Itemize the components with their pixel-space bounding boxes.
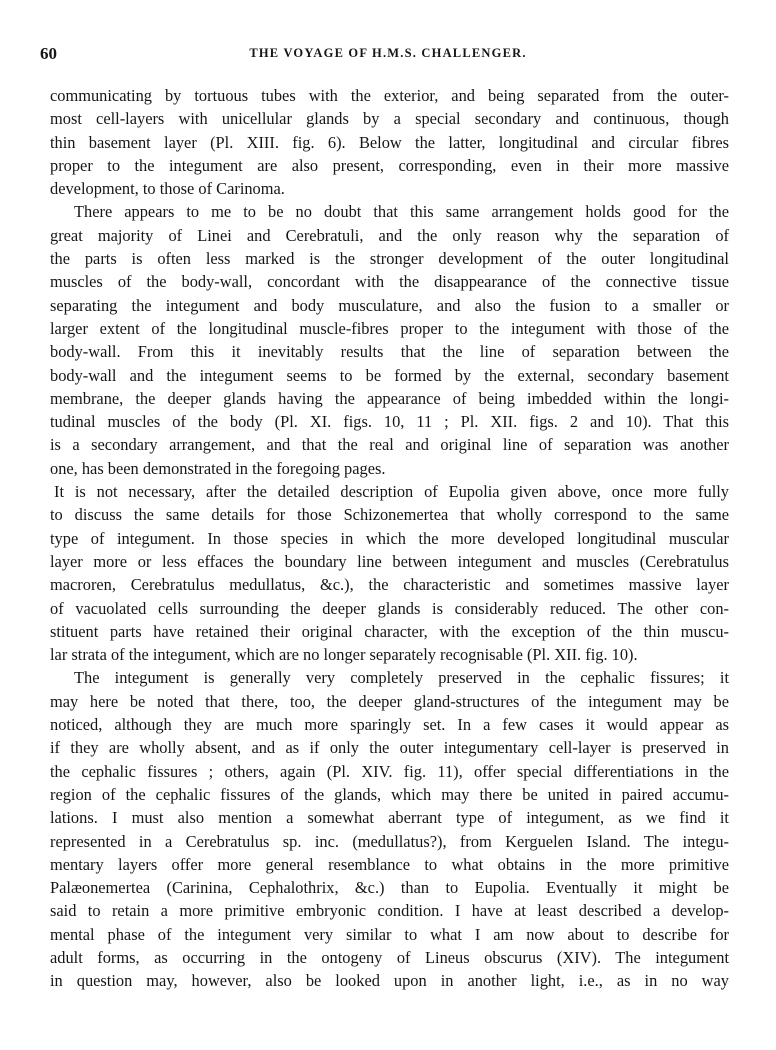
page-header <box>40 44 736 66</box>
text-line: lations. I must also mention a somewhat aberrant type of integument, as we find it <box>50 808 729 828</box>
text-line: said to retain a more primitive embryonic condition. I have at least described a develop- <box>50 901 729 921</box>
text-line: the cephalic fissures ; others, again (Pl. XIV. fig. 11), offer special differentiations in the <box>50 761 729 781</box>
text-line: It is not necessary, after the detailed description of Eupolia given above, once more fully <box>54 482 729 502</box>
text-line: great majority of Linei and Cerebratuli, and the only reason why the separation of <box>50 225 729 245</box>
text-line: separating the integument and body musculature, and also the fusion to a smaller or <box>50 295 729 315</box>
text-line: type of integument. In those species in which the more developed longitudinal muscular <box>50 528 729 548</box>
text-line: represented in a Cerebratulus sp. inc. (medullatus?), from Kerguelen Island. The integu- <box>50 831 729 851</box>
text-line: mental phase of the integument very similar to what I am now about to describe for <box>50 924 729 944</box>
text-line: There appears to me to be no doubt that this same arrangement holds good for the <box>74 202 729 222</box>
text-line: The integument is generally very completely preserved in the cephalic fissures; it <box>74 668 729 688</box>
text-line: Palæonemertea (Carinina, Cephalothrix, &c.) than to Eupolia. Eventually it might be <box>50 878 729 898</box>
text-line: tudinal muscles of the body (Pl. XI. figs. 10, 11 ; Pl. XII. figs. 2 and 10). That this <box>50 412 729 432</box>
text-line: stituent parts have retained their original character, with the exception of the thin muscu- <box>50 621 729 641</box>
text-line: macroren, Cerebratulus medullatus, &c.), the characteristic and sometimes massive layer <box>50 575 729 595</box>
text-line: larger extent of the longitudinal muscle-fibres proper to the integument with those of the <box>50 318 729 338</box>
text-line: body-wall. From this it inevitably results that the line of separation between the <box>50 342 729 362</box>
text-line: development, to those of Carinoma. <box>50 179 285 199</box>
paragraph-2 <box>50 200 729 480</box>
text-line: mentary layers offer more general resemblance to what obtains in the more primitive <box>50 854 729 874</box>
text-line: of vacuolated cells surrounding the deeper glands is considerably reduced. The other con- <box>50 598 729 618</box>
text-line: thin basement layer (Pl. XIII. fig. 6). Below the latter, longitudinal and circular fibres <box>50 132 729 152</box>
text-line: muscles of the body-wall, concordant with the disappearance of the connective tissue <box>50 272 729 292</box>
text-line: region of the cephalic fissures of the glands, which may there be united in paired accumu- <box>50 784 729 804</box>
text-line: in question may, however, also be looked upon in another light, i.e., as in no way <box>50 971 729 991</box>
paragraph-4 <box>50 666 729 992</box>
text-line: lar strata of the integument, which are no longer separately recognisable (Pl. XII. fig. 10). <box>50 645 638 665</box>
body-text <box>50 84 729 993</box>
text-line: most cell-layers with unicellular glands by a special secondary and continuous, though <box>50 109 729 129</box>
paragraph-3 <box>50 480 729 666</box>
text-line: if they are wholly absent, and as if only the outer integumentary cell-layer is preserved in <box>50 738 729 758</box>
text-line: body-wall and the integument seems to be formed by the external, secondary basement <box>50 365 729 385</box>
text-line: communicating by tortuous tubes with the exterior, and being separated from the outer- <box>50 86 729 105</box>
text-line: may here be noted that there, too, the deeper gland-structures of the integument may be <box>50 691 729 711</box>
text-line: the parts is often less marked is the stronger development of the outer longitudinal <box>50 249 729 269</box>
text-line: one, has been demonstrated in the foregoing pages. <box>50 458 386 478</box>
text-line: to discuss the same details for those Schizonemertea that wholly correspond to the same <box>50 505 729 525</box>
text-line: is a secondary arrangement, and that the real and original line of separation was another <box>50 435 729 455</box>
text-line: adult forms, as occurring in the ontogeny of Lineus obscurus (XIV). The integument <box>50 947 729 967</box>
paragraph-1 <box>50 84 729 200</box>
page-number: 60 <box>40 44 57 63</box>
text-line: layer more or less effaces the boundary line between integument and muscles (Cerebratulus <box>50 551 729 571</box>
text-line: membrane, the deeper glands having the appearance of being imbedded within the longi- <box>50 388 729 408</box>
running-head: THE VOYAGE OF H.M.S. CHALLENGER. <box>249 46 527 60</box>
text-line: noticed, although they are much more sparingly set. In a few cases it would appear as <box>50 715 729 735</box>
text-line: proper to the integument are also present, corresponding, even in their more massive <box>50 155 729 175</box>
